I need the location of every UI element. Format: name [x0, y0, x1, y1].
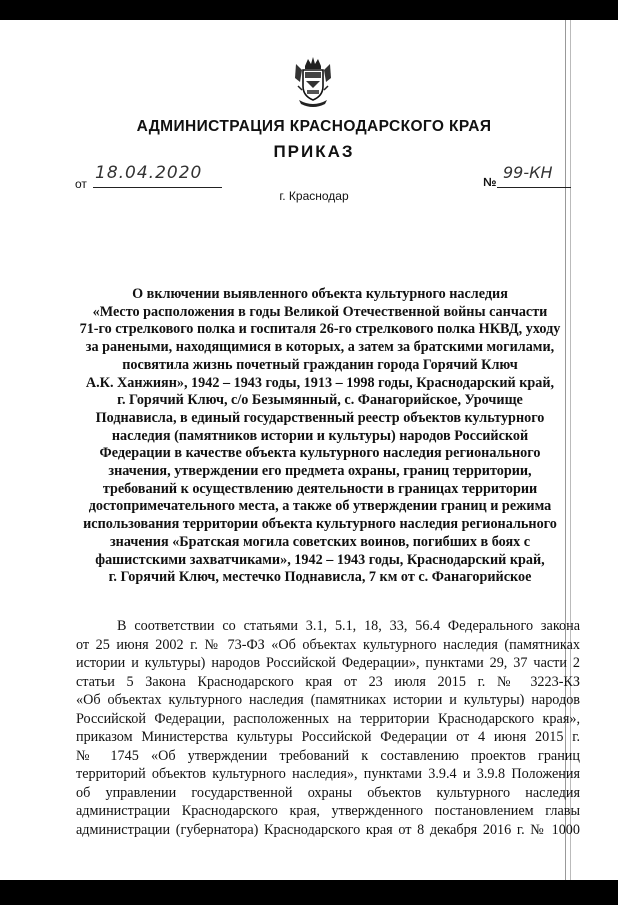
body-line: «Об объектах культурного наследия (памятниках истории и культуры) народов	[76, 692, 580, 708]
body-line: № 1745 «Об утверждении требований к составлению проектов границ	[76, 747, 580, 764]
title-line: использования территории объекта культурного наследия регионального	[83, 516, 557, 533]
document-title	[60, 286, 580, 587]
city-line: г. Краснодар	[279, 189, 349, 203]
title-line: наследия (памятников истории и культуры) народов Российской	[111, 427, 529, 444]
handwritten-number: 99-КН	[497, 163, 571, 188]
body-line: администрации (губернатора) Краснодарского края от 8 декабря 2016 г. № 1000	[76, 821, 580, 838]
title-line: А.К. Ханжиян», 1942 – 1943 годы, 1913 – 1998 годы, Краснодарский край,	[85, 374, 555, 391]
title-line: 71-го стрелкового полка и госпиталя 26-го стрелкового полка НКВД, уходу	[79, 321, 561, 338]
title-line: значения «Братская могила советских воинов, погибших в боях с	[109, 533, 531, 550]
date-label: от	[75, 177, 87, 191]
body-line: В соответствии со статьями 3.1, 5.1, 18, 33, 56.4 Федерального закона	[117, 618, 580, 634]
coat-of-arms-icon	[294, 56, 332, 108]
scan-bottom-border	[0, 880, 618, 905]
body-line: территорий объектов культурного наследия», пунктами 3.9.4 и 3.9.8 Положения	[76, 766, 580, 782]
agency-name: АДМИНИСТРАЦИЯ КРАСНОДАРСКОГО КРАЯ	[136, 118, 492, 135]
body-line: от 25 июня 2002 г. № 73-ФЗ «Об объектах культурного наследия (памятниках	[76, 636, 580, 653]
handwritten-date: 18.04.2020	[93, 163, 222, 188]
title-line: значения, утверждении его предмета охраны, границ территории,	[108, 463, 532, 480]
title-line: г. Горячий Ключ, с/о Безымянный, с. Фанагорийское, Урочище	[117, 392, 523, 409]
scan-top-border	[0, 0, 618, 20]
body-line: Российской Федерации, расположенных на территории Краснодарского края»,	[76, 710, 580, 727]
title-line: Федерации в качестве объекта культурного наследия регионального	[99, 445, 541, 462]
title-line: за ранеными, находящимися в которых, а затем за братскими могилами,	[85, 339, 555, 356]
title-line: О включении выявленного объекта культурного наследия	[132, 286, 508, 302]
title-line: г. Горячий Ключ, местечко Поднависла, 7 км от с. Фанагорийское	[108, 569, 532, 586]
body-line: приказом Министерства культуры Российской Федерации от 4 июня 2015 г.	[76, 729, 580, 745]
number-label: №	[483, 175, 497, 189]
title-line: требований к осуществлению деятельности в границах территории	[102, 480, 538, 497]
body-line: администрации Краснодарского края, утвержденного постановлением главы	[76, 803, 580, 819]
title-line: достопримечательного места, а также об утверждении границ и режима	[88, 498, 552, 515]
title-line: «Место расположения в годы Великой Отечественной войны санчасти	[92, 303, 548, 320]
body-line: об управлении государственной охраны объектов культурного наследия	[76, 784, 580, 801]
body-line: истории и культуры) народов Российской Федерации», пунктами 29, 37 части 2	[76, 655, 580, 671]
title-line: Поднависла, в единый государственный реестр объектов культурного	[95, 409, 545, 426]
title-line: фашистскими захватчиками», 1942 – 1943 годы, Краснодарский край,	[95, 551, 545, 568]
title-line: посвятила жизнь почетный гражданин города Горячий Ключ	[122, 356, 518, 373]
document-type: ПРИКАЗ	[273, 142, 355, 161]
document-body	[76, 617, 580, 839]
body-line: статьи 5 Закона Краснодарского края от 23 июля 2015 г. № 3223-КЗ	[76, 673, 580, 690]
